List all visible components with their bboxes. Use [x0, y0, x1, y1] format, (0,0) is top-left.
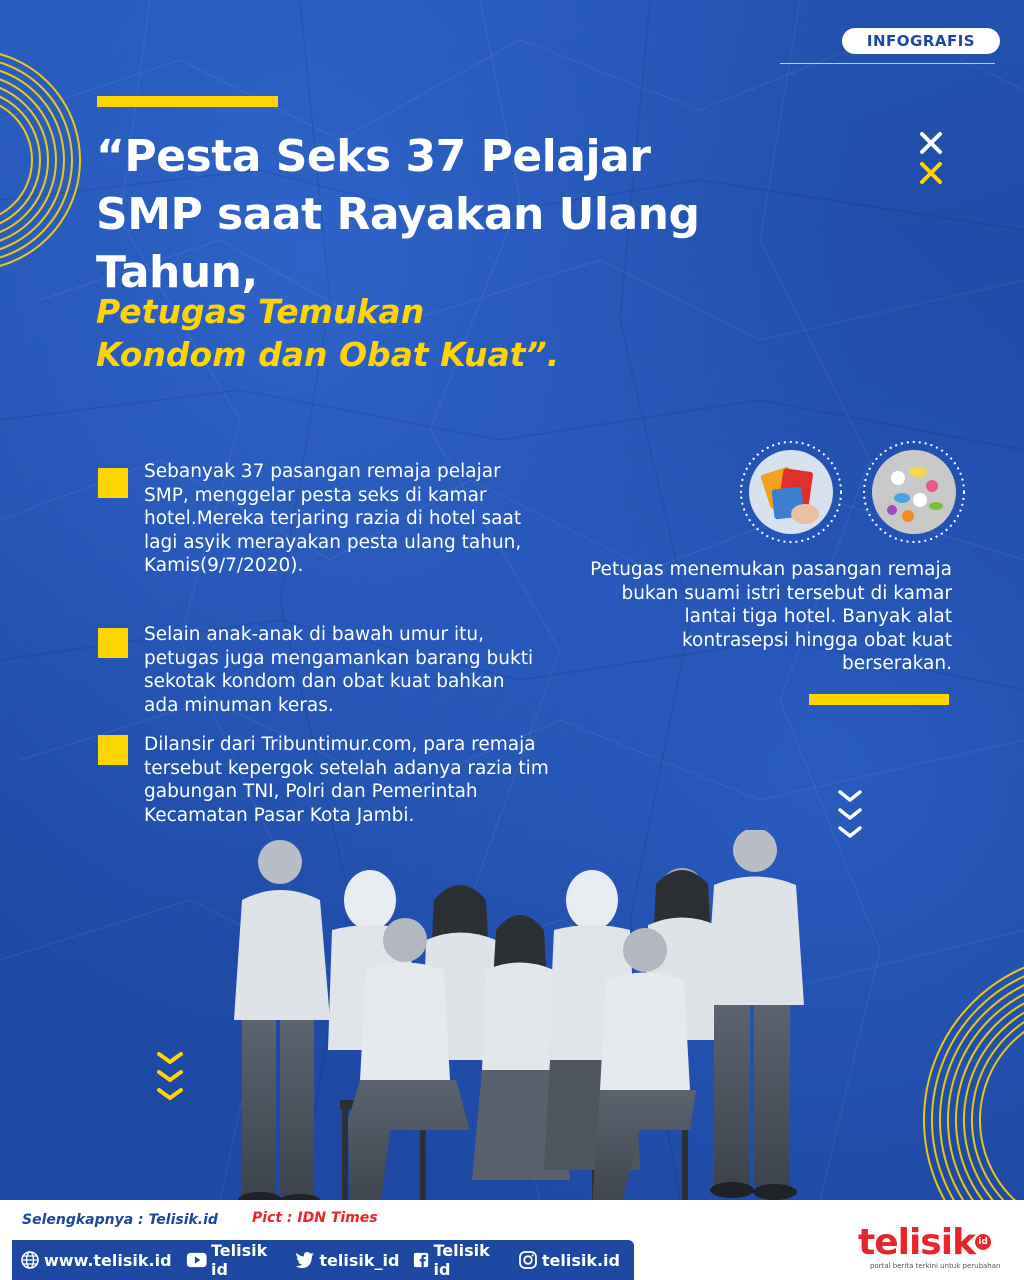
telisik-logo [858, 1222, 991, 1263]
pills-photo [862, 440, 966, 544]
bullet-marker [98, 468, 128, 498]
youtube-link[interactable] [186, 1241, 282, 1279]
instagram-link[interactable] [518, 1250, 620, 1270]
decorative-arcs-left [0, 50, 80, 270]
infografis-badge: INFOGRAFIS [842, 28, 1000, 54]
condom-photo [739, 440, 843, 544]
badge-underline [780, 63, 995, 64]
website-label: www.telisik.id [44, 1250, 172, 1270]
page-subtitle: Petugas Temukan Kondom dan Obat Kuat”. [96, 292, 560, 374]
picture-credit: Pict : IDN Times [252, 1210, 378, 1226]
page-title: “Pesta Seks 37 Pelajar SMP saat Rayakan Ulang Tahun, [96, 131, 700, 298]
twitter-link[interactable] [295, 1251, 399, 1270]
social-links-bar [12, 1240, 634, 1280]
logo-badge: id [975, 1234, 991, 1250]
right-description: Petugas menemukan pasangan remaja bukan suami istri tersebut di kamar lantai tiga hotel. Banyak alat kontrasepsi hingga obat kuat berserakan. [590, 559, 952, 674]
students-group-photo [220, 830, 820, 1240]
decorative-arcs-right [924, 954, 1024, 1200]
chevron-down-icon [836, 788, 864, 844]
title-accent-bar [97, 96, 278, 107]
website-link[interactable] [20, 1250, 172, 1270]
twitter-label: telisik_id [319, 1250, 400, 1270]
twitter-icon [295, 1251, 315, 1269]
logo-tagline: portal berita terkini untuk perubahan [870, 1262, 1001, 1270]
facebook-icon [413, 1251, 429, 1269]
instagram-icon [518, 1250, 538, 1270]
facebook-label: Telisik id [433, 1241, 490, 1279]
bullet-marker [98, 735, 128, 765]
bullet-text: Sebanyak 37 pasangan remaja pelajar SMP, menggelar pesta seks di kamar hotel.Mereka terjaring razia di hotel saat lagi asyik merayakan pesta ulang tahun, Kamis(9/7/2020). [144, 461, 522, 576]
instagram-label: telisik.id [541, 1250, 620, 1270]
bullet-text: Selain anak-anak di bawah umur itu, petugas juga mengamankan barang bukti sekotak kondom dan obat kuat bahkan ada minuman keras. [144, 624, 534, 716]
facebook-link[interactable] [413, 1241, 503, 1279]
youtube-icon [186, 1251, 207, 1269]
logo-text: telisik [858, 1222, 976, 1263]
close-x-icon [918, 130, 944, 186]
globe-icon [20, 1250, 40, 1270]
source-credit: Selengkapnya : Telisik.id [22, 1212, 218, 1228]
bullet-marker [98, 628, 128, 658]
bullet-text: Dilansir dari Tribuntimur.com, para remaja tersebut kepergok setelah adanya razia tim gabungan TNI, Polri dan Pemerintah Kecamatan Pasar Kota Jambi. [144, 734, 549, 826]
chevron-down-icon [155, 1050, 185, 1106]
youtube-label: Telisik id [210, 1241, 268, 1279]
right-accent-bar [809, 694, 949, 705]
